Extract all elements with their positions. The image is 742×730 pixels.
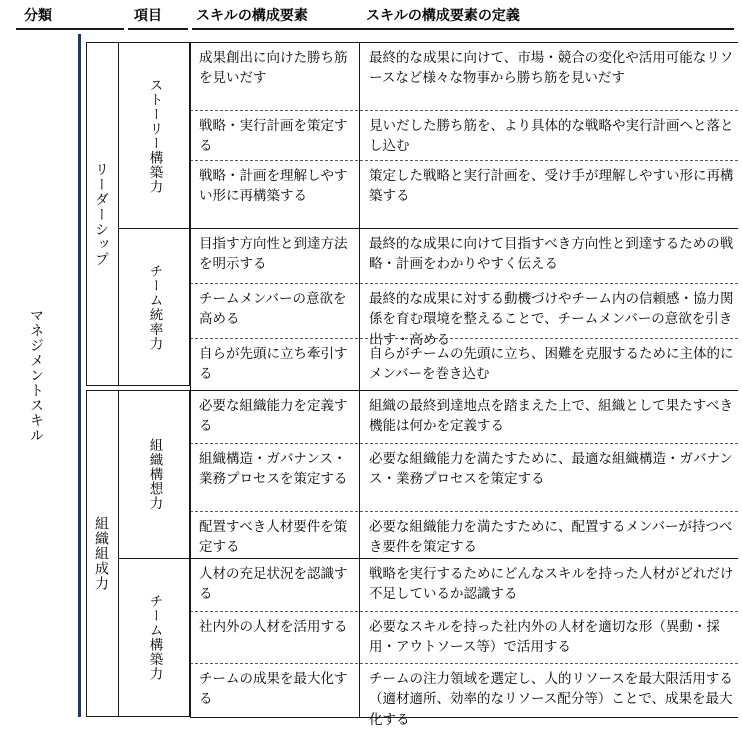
group-label-leadership: リーダーシップ: [94, 161, 110, 267]
category-accent-bar: [78, 34, 81, 717]
element-cell: 戦略・実行計画を策定する: [190, 110, 360, 160]
definition-cell: 戦略を実行するためにどんなスキルを持った人材がどれだけ不足しているか認識する: [369, 566, 734, 602]
header-item: 項目: [134, 7, 162, 23]
definition-cell: チームの注力領域を選定し、人的リソースを最大限活用する（適材適所、効率的なリソース配分等）ことで、成果を最大化する: [369, 671, 733, 727]
subgroup-label-story-building: ストーリー構築力: [147, 77, 163, 194]
element-cell: 自らが先頭に立ち牽引する: [190, 338, 360, 390]
rows-bottom-rule: [190, 717, 738, 718]
header-rule-element: [192, 28, 734, 30]
header-category: 分類: [24, 7, 52, 23]
header-rule-item: [128, 28, 188, 30]
element-cell: 戦略・計画を理解しやすい形に再構築する: [190, 160, 360, 228]
definition-cell: 自らがチームの先頭に立ち、困難を克服するために主体的にメンバーを巻き込む: [369, 346, 734, 382]
header-definition: スキルの構成要素の定義: [366, 7, 520, 23]
subgroup-label-team-building: チーム構築力: [147, 594, 163, 681]
element-cell: 社内外の人材を活用する: [190, 611, 360, 663]
header-rule-category: [16, 28, 124, 30]
subgroup-team-building: [118, 559, 190, 716]
element-cell: 目指す方向性と到達方法を明示する: [190, 228, 360, 283]
subgroup-label-team-leading: チーム統率力: [147, 263, 163, 351]
definition-cell: 最終的な成果に向けて、市場・競合の変化や活用可能なリソースなど様々な物事から勝ち筋を見いだす: [369, 50, 734, 86]
element-cell: 配置すべき人材要件を策定する: [190, 511, 360, 558]
definition-cell: 策定した戦略と実行計画を、受け手が理解しやすい形に再構築する: [369, 168, 734, 204]
subgroup-story-building: [118, 43, 190, 228]
group-label-org-building: 組織組成力: [94, 516, 110, 591]
element-cell: 人材の充足状況を認識する: [190, 558, 360, 611]
element-cell: 成果創出に向けた勝ち筋を見いだす: [190, 42, 360, 110]
definition-cell: 最終的な成果に向けて目指すべき方向性と到達するための戦略・計画をわかりやすく伝える: [369, 236, 734, 272]
subgroup-label-org-design: 組織構想力: [147, 438, 163, 511]
definition-cell: 必要な組織能力を満たすために、最適な組織構造・ガバナンス・業務プロセスを策定する: [369, 451, 733, 487]
definition-cell: 必要なスキルを持った社内外の人材を適切な形（異動・採用・アウトソース等）で活用する: [369, 619, 720, 655]
definition-cell: 見いだした勝ち筋を、より具体的な戦略や実行計画へと落とし込む: [369, 118, 734, 154]
definition-cell: 組織の最終到達地点を踏まえた上で、組織として果たすべき機能は何かを定義する: [369, 398, 733, 434]
element-cell: チームの成果を最大化する: [190, 663, 360, 717]
definition-cell: 必要な組織能力を満たすために、配置するメンバーが持つべき要件を策定する: [369, 519, 733, 555]
element-cell: 必要な組織能力を定義する: [190, 390, 360, 443]
header-element: スキルの構成要素: [196, 7, 308, 23]
subgroup-org-design: [118, 391, 190, 558]
element-cell: 組織構造・ガバナンス・業務プロセスを策定する: [190, 443, 360, 511]
element-cell: チームメンバーの意欲を高める: [190, 283, 360, 338]
subgroup-team-leading: [118, 229, 190, 385]
category-label: マネジメントスキル: [29, 308, 45, 443]
table-header: [0, 0, 742, 30]
definition-cell: 最終的な成果に対する動機づけやチーム内の信頼感・協力関係を育む環境を整えることで、チームメンバーの意欲を引き出す・高める: [369, 291, 734, 347]
